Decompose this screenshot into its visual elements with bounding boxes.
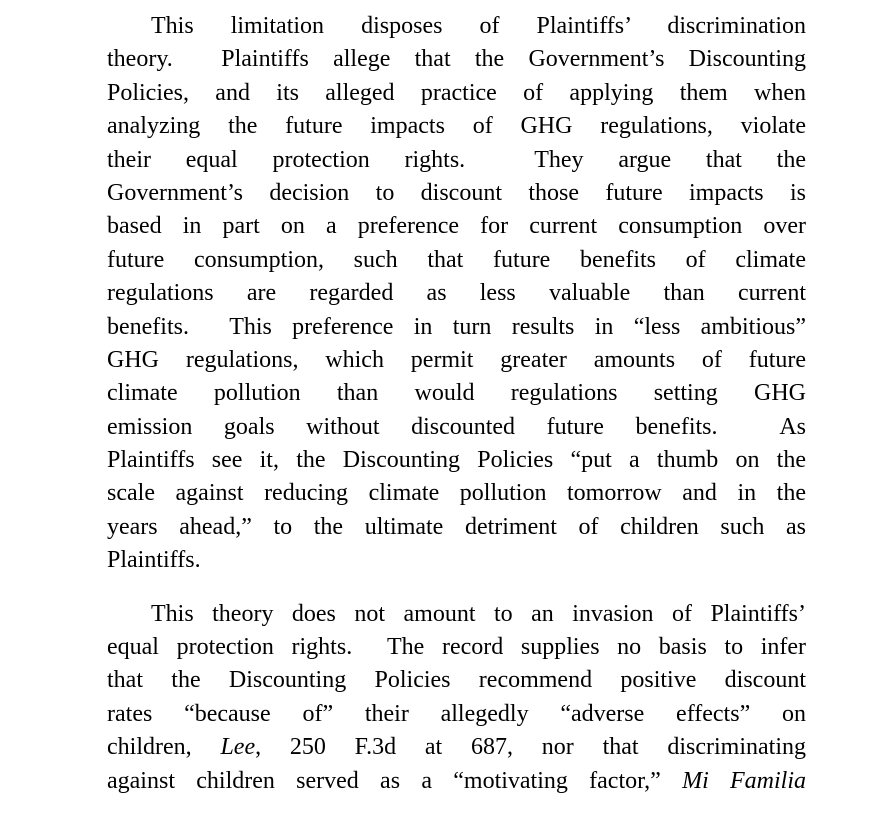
body-text-segment: against children served as a “motivating factor,” [107,767,683,794]
text-line: their equal protection rights. They argue that the [107,146,806,173]
case-name-citation: Mi Familia [682,767,806,794]
text-line: theory. Plaintiffs allege that the Government’s Discounting [107,46,806,73]
text-line: GHG regulations, which permit greater amounts of future [107,346,806,373]
text-line: benefits. This preference in turn results in “less ambitious” [107,313,806,340]
text-line [107,731,806,764]
text-line: that the Discounting Policies recommend positive discount [107,667,806,694]
text-line: Plaintiffs see it, the Discounting Policies “put a thumb on the [107,447,806,474]
text-line: rates “because of” their allegedly “adverse effects” on [107,700,806,727]
text-line: Policies, and its alleged practice of applying them when [107,79,806,106]
text-line: emission goals without discounted future benefits. As [107,413,806,440]
text-line: Government’s decision to discount those future impacts is [107,179,806,206]
case-name-citation: Lee [220,734,256,761]
text-line: climate pollution than would regulations setting GHG [107,380,806,407]
text-line: regulations are regarded as less valuable than current [107,280,806,307]
text-line: scale against reducing climate pollution tomorrow and in the [107,480,806,507]
text-line: This theory does not amount to an invasion of Plaintiffs’ [151,600,806,627]
body-text-segment: children, [107,734,221,761]
document-page [107,10,806,798]
text-line: based in part on a preference for current consumption over [107,213,806,240]
text-line: future consumption, such that future benefits of climate [107,246,806,273]
paragraph-2 [107,598,806,798]
paragraph-1 [107,10,806,578]
body-text-segment: , 250 F.3d at 687, nor that discriminating [255,734,806,761]
text-line: Plaintiffs. [107,547,201,574]
text-line: years ahead,” to the ultimate detriment of children such as [107,513,806,540]
text-line: equal protection rights. The record supplies no basis to infer [107,634,806,661]
text-line: This limitation disposes of Plaintiffs’ discrimination [151,13,806,39]
text-line [107,765,806,798]
text-line: analyzing the future impacts of GHG regulations, violate [107,113,806,140]
